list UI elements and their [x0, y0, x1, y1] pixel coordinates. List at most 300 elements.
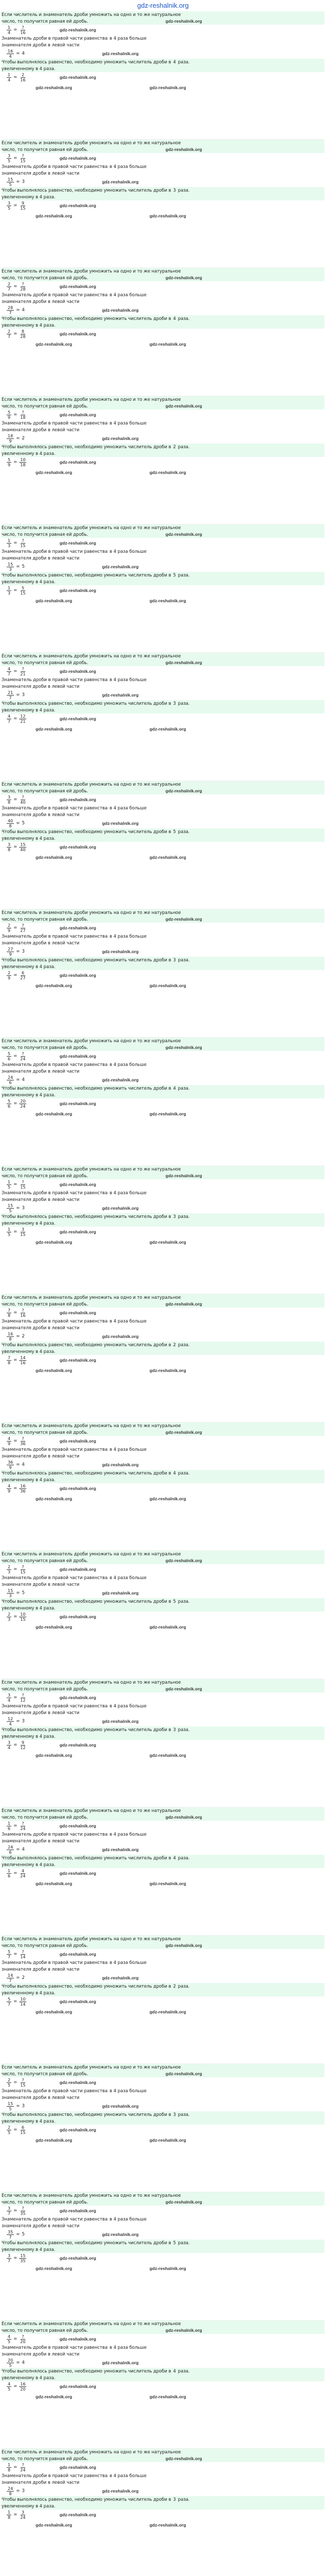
text-fragment: Чтобы выполнялось равенство, необходимо умножить числитель дроби в	[2, 1599, 171, 1604]
watermark-text: gdz-reshalnik.org	[149, 1624, 186, 1630]
fraction-numerator: 2	[8, 329, 11, 334]
answer-fraction	[19, 1355, 26, 1365]
fraction-denominator: 3	[8, 543, 11, 548]
fraction-denominator: 7	[8, 286, 11, 292]
multiplier-value: 3	[22, 692, 25, 698]
multiplier-value: 4	[173, 1470, 176, 1476]
solution-section	[2, 2064, 324, 2192]
left-fraction	[7, 1484, 11, 1494]
fraction-numerator: 3	[8, 2206, 11, 2211]
watermark-text: gdz-reshalnik.org	[36, 598, 72, 603]
text-line	[2, 2327, 324, 2334]
denominator-ratio-row	[2, 2486, 324, 2496]
watermark-text: gdz-reshalnik.org	[59, 1823, 96, 1828]
fraction-numerator: ?	[22, 2077, 24, 2082]
fraction-denominator: 3	[8, 590, 11, 596]
watermark-text: gdz-reshalnik.org	[149, 1753, 186, 1758]
text-fragment: Чтобы выполнялось равенство, необходимо умножить числитель дроби в	[2, 1342, 171, 1347]
ratio-fraction	[7, 1588, 14, 1598]
text-line: знаменателя дроби в левой части	[2, 812, 79, 817]
text-line: знаменателя дроби в левой части	[2, 1710, 79, 1715]
fraction-denominator: 15	[20, 1232, 26, 1237]
fraction-denominator: 4	[9, 1721, 12, 1726]
equals-sign: =	[13, 2256, 18, 2261]
watermark-text: gdz-reshalnik.org	[59, 2208, 96, 2213]
text-line	[2, 315, 324, 322]
fraction-denominator: 4	[8, 30, 11, 35]
text-line	[2, 1959, 324, 1966]
equals-sign: =	[16, 2232, 20, 2237]
fraction-numerator: 10	[20, 1996, 26, 2002]
fraction-denominator: 9	[9, 438, 12, 444]
watermark-text: gdz-reshalnik.org	[102, 1719, 139, 1724]
text-fragment: Чтобы выполнялось равенство, необходимо умножить числитель дроби в	[2, 701, 171, 706]
text-line: увеличенному в 4 раза.	[2, 65, 324, 72]
watermark-text: gdz-reshalnik.org	[102, 2488, 139, 2494]
text-fragment: Чтобы выполнялось равенство, необходимо умножить числитель дроби в	[2, 316, 171, 321]
right-fraction	[19, 923, 26, 933]
answer-fraction	[19, 201, 26, 211]
fraction-denominator: 5	[8, 1232, 11, 1237]
text-line	[2, 146, 324, 153]
denominator-ratio-row	[2, 946, 324, 957]
watermark-text: gdz-reshalnik.org	[165, 2071, 202, 2076]
watermark-text: gdz-reshalnik.org	[36, 2009, 72, 2014]
text-line: знаменателя дроби в левой части	[2, 1453, 79, 1459]
fraction-numerator: ?	[22, 25, 24, 30]
left-fraction	[7, 667, 11, 676]
text-line	[2, 2216, 324, 2223]
denominator-ratio-row	[2, 1844, 324, 1855]
equals-sign: =	[16, 179, 20, 184]
right-fraction	[19, 2206, 26, 2216]
text-line: увеличенному в 4 раза.	[2, 1477, 324, 1483]
fraction-denominator: 4	[8, 1745, 11, 1750]
text-line	[2, 659, 324, 666]
watermark-text: gdz-reshalnik.org	[59, 2384, 96, 2389]
fraction-denominator: 5	[8, 206, 11, 211]
denominator-ratio-row	[2, 2229, 324, 2240]
denominator-ratio-row	[2, 2101, 324, 2111]
fraction-denominator: 5	[9, 182, 12, 187]
fraction-denominator: 3	[8, 1569, 11, 1574]
text-fragment: Знаменатель дроби в правой части равенства	[2, 2473, 108, 2478]
text-fragment: раза.	[178, 572, 190, 578]
watermark-text: gdz-reshalnik.org	[102, 1975, 139, 1980]
watermark-text: gdz-reshalnik.org	[59, 540, 96, 546]
text-fragment: в 4 раза больше	[109, 1575, 147, 1580]
text-line	[2, 1983, 324, 1990]
fraction-denominator: 8	[8, 1360, 11, 1365]
text-line	[2, 1686, 324, 1692]
right-fraction	[19, 1693, 26, 1703]
equals-sign: =	[16, 821, 20, 826]
fraction-numerator: ?	[22, 2334, 24, 2339]
fraction-denominator: 12	[20, 1745, 26, 1750]
text-fragment: в 4 раза больше	[109, 2473, 147, 2478]
text-line	[2, 676, 324, 683]
fraction-denominator: 15	[20, 206, 26, 211]
fraction-denominator: 8	[8, 800, 11, 805]
fraction-numerator: ?	[22, 794, 24, 800]
watermark-text: gdz-reshalnik.org	[59, 2127, 96, 2132]
answer-row	[2, 1227, 324, 1237]
equals-sign: =	[13, 1952, 18, 1957]
equals-sign: =	[16, 1334, 20, 1339]
text-fragment: число, то получится равная ей дробь.	[2, 147, 88, 152]
fraction-numerator: 3	[8, 2253, 11, 2258]
text-fragment: Знаменатель дроби в правой части равенства	[2, 1062, 108, 1067]
watermark-text: gdz-reshalnik.org	[149, 598, 186, 603]
fraction-denominator: 6	[9, 1850, 12, 1855]
watermark-text: gdz-reshalnik.org	[36, 2138, 72, 2143]
watermark-text: gdz-reshalnik.org	[165, 1686, 202, 1691]
text-line	[2, 2111, 324, 2118]
text-fragment: в 4 раза больше	[109, 292, 147, 297]
text-fragment: число, то получится равная ей дробь.	[2, 1815, 88, 1820]
fraction-denominator: 5	[8, 2082, 11, 2088]
equals-sign: =	[13, 973, 18, 978]
text-line	[2, 2472, 324, 2479]
watermark-text: gdz-reshalnik.org	[102, 1847, 139, 1852]
right-fraction	[19, 410, 26, 420]
text-fragment: в 4 раза больше	[109, 36, 147, 41]
watermark-text: gdz-reshalnik.org	[59, 1054, 96, 1059]
watermark-text: gdz-reshalnik.org	[59, 412, 96, 417]
fraction-numerator: 1	[8, 2510, 11, 2515]
fraction-numerator: ?	[22, 153, 24, 158]
text-fragment: число, то получится равная ей дробь.	[2, 917, 88, 922]
fraction-denominator: 5	[9, 2106, 12, 2111]
solution-section	[2, 1294, 324, 1422]
left-fraction	[7, 2253, 11, 2263]
watermark-text: gdz-reshalnik.org	[102, 564, 139, 569]
watermark-text: gdz-reshalnik.org	[165, 788, 202, 793]
text-line	[2, 35, 324, 42]
text-line	[2, 700, 324, 707]
fraction-denominator: 21	[20, 671, 26, 676]
equation-row	[2, 25, 324, 35]
text-line	[2, 1061, 324, 1068]
solution-section	[2, 781, 324, 909]
equals-sign: =	[13, 27, 18, 32]
text-fragment: Знаменатель дроби в правой части равенства	[2, 549, 108, 554]
text-line	[2, 1831, 324, 1838]
text-line	[2, 59, 324, 65]
text-fragment: в 4 раза больше	[109, 1062, 147, 1067]
text-fragment: в 4 раза больше	[109, 164, 147, 169]
fraction-numerator: 1	[8, 1868, 11, 1873]
equals-sign: =	[16, 1975, 20, 1980]
answer-row	[2, 2253, 324, 2263]
fraction-numerator: 2	[8, 2077, 11, 2082]
fraction-numerator: 16	[20, 1483, 26, 1488]
fraction-denominator: 8	[8, 847, 11, 852]
multiplier-value: 4	[22, 2360, 25, 2365]
left-fraction	[7, 2206, 11, 2216]
watermark-text: gdz-reshalnik.org	[59, 1438, 96, 1444]
equals-sign: =	[13, 1310, 18, 1315]
text-line	[2, 2496, 324, 2503]
watermark-text: gdz-reshalnik.org	[149, 2009, 186, 2014]
text-fragment: раза.	[178, 2497, 190, 2502]
fraction-numerator: 15	[8, 1588, 13, 1593]
equals-sign: =	[16, 1206, 20, 1211]
watermark-text: gdz-reshalnik.org	[59, 2512, 96, 2517]
left-fraction	[7, 714, 11, 724]
solution-section	[2, 1936, 324, 2064]
text-fragment: Знаменатель дроби в правой части равенства	[2, 1832, 108, 1837]
fraction-denominator: 24	[20, 2515, 26, 2520]
text-line	[2, 1318, 324, 1325]
answer-fraction	[19, 1869, 26, 1878]
text-line: увеличенному в 4 раза.	[2, 1348, 324, 1355]
fraction-numerator: 2	[8, 1612, 11, 1617]
fraction-denominator: 5	[8, 2386, 11, 2392]
watermark-text: gdz-reshalnik.org	[59, 2080, 96, 2085]
multiplier-value: 3	[22, 2488, 25, 2494]
ratio-fraction	[7, 819, 14, 828]
text-fragment: число, то получится равная ей дробь.	[2, 1430, 88, 1435]
equation-row	[2, 1436, 324, 1446]
left-fraction	[7, 1099, 11, 1109]
fraction-numerator: 9	[21, 1740, 24, 1745]
text-line: увеличенному в 4 раза.	[2, 2375, 324, 2381]
text-line: Если числитель и знаменатель дроби умножить на одно и то же натуральное	[2, 1807, 324, 1814]
fraction-denominator: 35	[20, 2258, 26, 2263]
watermark-text: gdz-reshalnik.org	[59, 2336, 96, 2342]
denominator-ratio-row	[2, 1331, 324, 1342]
watermark-text: gdz-reshalnik.org	[36, 1881, 72, 1886]
right-fraction	[19, 538, 26, 548]
equals-sign: =	[16, 308, 20, 313]
text-line: знаменателя дроби в левой части	[2, 684, 79, 689]
text-fragment: Чтобы выполнялось равенство, необходимо умножить числитель дроби в	[2, 1214, 171, 1219]
right-fraction	[19, 282, 26, 292]
watermark-text: gdz-reshalnik.org	[59, 1486, 96, 1491]
watermark-text: gdz-reshalnik.org	[59, 844, 96, 850]
left-fraction	[7, 2463, 11, 2472]
watermark-text: gdz-reshalnik.org	[36, 2394, 72, 2399]
watermark-text: gdz-reshalnik.org	[59, 1742, 96, 1748]
answer-row	[2, 1996, 324, 2007]
fraction-numerator: 21	[8, 690, 13, 695]
watermark-text: gdz-reshalnik.org	[36, 1368, 72, 1373]
watermark-row	[2, 1750, 324, 1760]
equals-sign: =	[13, 2127, 18, 2132]
fraction-denominator: 27	[20, 975, 26, 980]
fraction-numerator: 1	[8, 1227, 11, 1232]
text-line	[2, 420, 324, 427]
fraction-numerator: 24	[8, 1844, 13, 1850]
multiplier-value: 4	[22, 1847, 25, 1852]
fraction-numerator: 15	[8, 177, 13, 182]
text-line: Если числитель и знаменатель дроби умножить на одно и то же натуральное	[2, 2064, 324, 2071]
ratio-fraction	[7, 2230, 14, 2240]
text-line: Если числитель и знаменатель дроби умножить на одно и то же натуральное	[2, 1422, 324, 1429]
answer-row	[2, 842, 324, 852]
answer-row	[2, 2381, 324, 2392]
watermark-text: gdz-reshalnik.org	[165, 1045, 202, 1050]
fraction-denominator: 7	[9, 695, 12, 700]
text-fragment: Чтобы выполнялось равенство, необходимо умножить числитель дроби в	[2, 957, 171, 962]
multiplier-value: 3	[173, 2497, 176, 2502]
equals-sign: =	[16, 2360, 20, 2365]
text-line	[2, 187, 324, 194]
site-header-link[interactable]: gdz-reshalnik.org	[137, 2, 189, 9]
fraction-denominator: 36	[20, 1441, 26, 1446]
equals-sign: =	[13, 540, 18, 546]
denominator-ratio-row	[2, 818, 324, 828]
equals-sign: =	[13, 203, 18, 208]
text-line: увеличенному в 4 раза.	[2, 322, 324, 329]
text-fragment: Знаменатель дроби в правой части равенства	[2, 1703, 108, 1708]
fraction-numerator: 14	[8, 1973, 13, 1978]
watermark-text: gdz-reshalnik.org	[102, 692, 139, 698]
fraction-numerator: 10	[20, 457, 26, 462]
text-line: знаменателя дроби в левой части	[2, 940, 79, 945]
fraction-numerator: 2	[8, 281, 11, 286]
fraction-denominator: 3	[8, 1617, 11, 1622]
multiplier-value: 2	[173, 1984, 176, 1989]
text-fragment: раза.	[178, 2112, 190, 2117]
multiplier-value: 2	[22, 436, 25, 441]
fraction-denominator: 18	[20, 415, 26, 420]
watermark-text: gdz-reshalnik.org	[36, 470, 72, 475]
equals-sign: =	[13, 1871, 18, 1876]
equals-sign: =	[16, 564, 20, 569]
fraction-denominator: 15	[20, 2130, 26, 2135]
text-fragment: Знаменатель дроби в правой части равенства	[2, 805, 108, 810]
text-fragment: число, то получится равная ей дробь.	[2, 403, 88, 409]
fraction-denominator: 7	[8, 334, 11, 339]
text-fragment: раза.	[178, 1599, 190, 1604]
text-fragment: Чтобы выполнялось равенство, необходимо умножить числитель дроби в	[2, 1984, 171, 1989]
answer-fraction	[19, 714, 26, 724]
fraction-numerator: 6	[21, 970, 24, 975]
fraction-numerator: ?	[22, 281, 24, 286]
fraction-denominator: 8	[8, 1313, 11, 1318]
multiplier-value: 4	[173, 316, 176, 321]
equation-row	[2, 1308, 324, 1318]
multiplier-value: 3	[173, 1727, 176, 1732]
fraction-denominator: 21	[20, 719, 26, 724]
watermark-text: gdz-reshalnik.org	[149, 855, 186, 860]
fraction-numerator: 8	[21, 329, 24, 334]
text-fragment: число, то получится равная ей дробь.	[2, 275, 88, 280]
left-fraction	[7, 1821, 11, 1831]
watermark-text: gdz-reshalnik.org	[149, 470, 186, 475]
equals-sign: =	[13, 1999, 18, 2004]
fraction-numerator: 4	[21, 1868, 24, 1873]
multiplier-value: 4	[173, 1855, 176, 1860]
left-fraction	[7, 1565, 11, 1574]
watermark-text: gdz-reshalnik.org	[59, 1695, 96, 1700]
watermark-row	[2, 980, 324, 991]
watermark-text: gdz-reshalnik.org	[59, 1952, 96, 1957]
fraction-denominator: 12	[20, 1698, 26, 1703]
text-fragment: Знаменатель дроби в правой части равенства	[2, 1190, 108, 1195]
ratio-fraction	[7, 434, 14, 444]
fraction-numerator: 4	[8, 666, 11, 671]
fraction-denominator: 7	[8, 1954, 11, 1959]
watermark-text: gdz-reshalnik.org	[36, 2522, 72, 2528]
fraction-denominator: 6	[8, 1826, 11, 1831]
text-fragment: Чтобы выполнялось равенство, необходимо умножить числитель дроби в	[2, 188, 171, 193]
text-line: знаменателя дроби в левой части	[2, 171, 79, 176]
multiplier-value: 3	[22, 2104, 25, 2109]
fraction-denominator: 5	[9, 2363, 12, 2368]
left-fraction	[7, 457, 11, 467]
fraction-numerator: 14	[20, 1355, 26, 1360]
multiplier-value: 3	[22, 179, 25, 184]
text-line	[2, 1703, 324, 1709]
watermark-text: gdz-reshalnik.org	[59, 331, 96, 336]
watermark-row	[2, 339, 324, 349]
text-line: Если числитель и знаменатель дроби умножить на одно и то же натуральное	[2, 1936, 324, 1942]
text-line: Если числитель и знаменатель дроби умножить на одно и то же натуральное	[2, 1679, 324, 1686]
fraction-numerator: ?	[22, 923, 24, 928]
ratio-fraction	[7, 177, 14, 187]
text-line: увеличенному в 4 раза.	[2, 1861, 324, 1868]
denominator-ratio-row	[2, 2358, 324, 2368]
watermark-row	[2, 1365, 324, 1376]
equals-sign: =	[13, 1229, 18, 1234]
fraction-numerator: 36	[8, 1460, 13, 1465]
watermark-text: gdz-reshalnik.org	[165, 532, 202, 537]
ratio-fraction	[7, 306, 14, 315]
text-line: Если числитель и знаменатель дроби умножить на одно и то же натуральное	[2, 781, 324, 788]
watermark-text: gdz-reshalnik.org	[149, 1496, 186, 1501]
equals-sign: =	[13, 75, 18, 80]
text-fragment: Чтобы выполнялось равенство, необходимо умножить числитель дроби в	[2, 1855, 171, 1860]
fraction-numerator: 20	[20, 1098, 26, 1104]
ratio-fraction	[7, 690, 14, 700]
watermark-text: gdz-reshalnik.org	[149, 1368, 186, 1373]
solution-section	[2, 2192, 324, 2320]
fraction-denominator: 27	[20, 928, 26, 933]
watermark-text: gdz-reshalnik.org	[36, 1240, 72, 1245]
text-fragment: в 4 раза больше	[109, 1960, 147, 1965]
text-line	[2, 2344, 324, 2351]
text-fragment: Знаменатель дроби в правой части равенства	[2, 2345, 108, 2350]
watermark-text: gdz-reshalnik.org	[36, 85, 72, 90]
watermark-row	[2, 82, 324, 93]
watermark-row	[2, 596, 324, 606]
fraction-numerator: 3	[8, 842, 11, 847]
text-fragment: Знаменатель дроби в правой части равенства	[2, 1318, 108, 1324]
left-fraction	[7, 538, 11, 548]
multiplier-value: 4	[173, 2368, 176, 2374]
fraction-denominator: 9	[8, 1488, 11, 1494]
left-fraction	[7, 1612, 11, 1622]
fraction-denominator: 7	[9, 1978, 12, 1983]
text-fragment: раза.	[178, 59, 190, 64]
left-fraction	[7, 1997, 11, 2007]
watermark-text: gdz-reshalnik.org	[165, 19, 202, 24]
fraction-denominator: 40	[20, 847, 26, 852]
fraction-denominator: 5	[8, 158, 11, 163]
text-fragment: Чтобы выполнялось равенство, необходимо умножить числитель дроби в	[2, 1086, 171, 1091]
equals-sign: =	[13, 1054, 18, 1059]
watermark-text: gdz-reshalnik.org	[59, 1999, 96, 2004]
watermark-text: gdz-reshalnik.org	[149, 1111, 186, 1116]
watermark-text: gdz-reshalnik.org	[36, 1753, 72, 1758]
text-fragment: Чтобы выполнялось равенство, необходимо умножить числитель дроби в	[2, 2112, 171, 2117]
right-fraction	[19, 25, 26, 35]
watermark-text: gdz-reshalnik.org	[102, 949, 139, 954]
right-fraction	[19, 154, 26, 163]
